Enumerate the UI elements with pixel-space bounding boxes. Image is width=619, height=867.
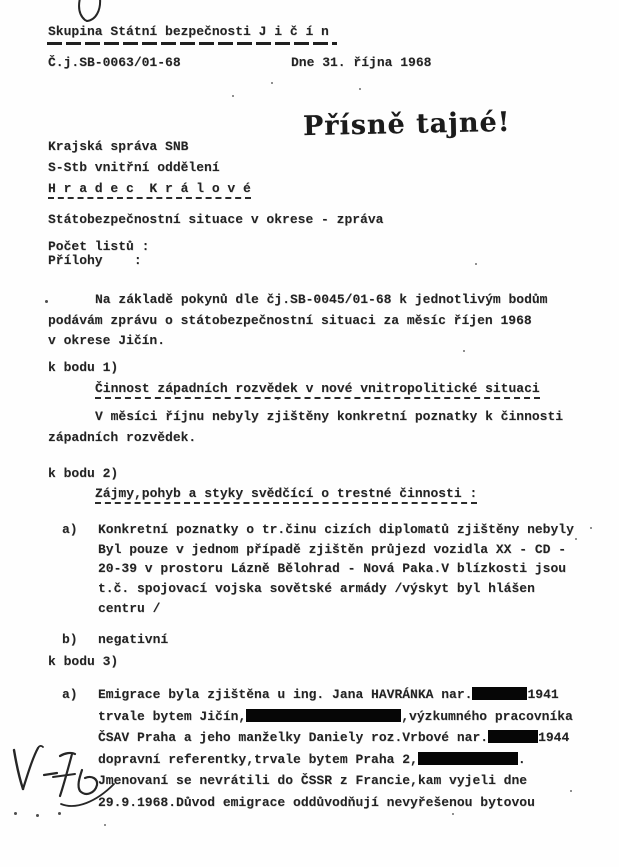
item-a-label: a) [62,687,78,702]
section2-heading: Zájmy,pohyb a styky svědčící o trestné činnosti : [95,486,477,504]
redaction-bar [418,752,518,765]
text-segment: 29.9.1968.Důvod emigrace oddůvodňují nevyřešenou bytovou [98,794,535,810]
text-line: centru / [98,600,161,616]
text-line [98,727,573,749]
scan-speck [45,300,48,303]
section3-label: k bodu 3) [48,654,119,669]
text-line: 20-39 v prostoru Lázně Bělohrad - Nová Paka.V blízkosti jsou [98,561,567,577]
text-line: t.č. spojovací vojska sovětské armády /výskyt byl hlášen [98,581,535,597]
section1-heading: Činnost západních rozvědek v nové vnitropolitické situaci [95,381,540,399]
text-segment: ,výzkumného pracovníka [401,708,573,724]
redaction-bar [472,687,527,700]
scan-speck [575,538,577,540]
scan-speck [452,813,454,815]
text-segment: . [517,751,526,767]
text-line [98,706,573,728]
redaction-bar [246,709,401,722]
item-a-text [98,520,574,619]
scan-speck [590,527,592,529]
text-segment: Jmenovaní se nevrátili do ČSSR z Francie,kam vyjeli dne [98,773,528,788]
scan-speck [104,824,106,826]
section1-label: k bodu 1) [48,360,119,375]
meta-block [48,240,149,268]
scan-speck [14,812,17,815]
recipient-block [48,137,220,178]
text-line: S-Stb vnitřní oddělení [48,159,220,175]
subject-line: Státobezpečnostní situace v okrese - zpráva [48,212,384,227]
text-segment: trvale bytem Jičín, [98,708,247,724]
scan-speck [58,812,61,815]
text-line [98,770,573,792]
scan-speck [271,82,273,84]
text-line: Přílohy : [48,253,142,268]
text-line [98,792,573,814]
date-line: Dne 31. října 1968 [291,55,432,70]
text-segment: dopravní referentky,trvale bytem Praha 2, [98,751,418,767]
section2-item-a [62,520,574,619]
text-line [98,749,573,771]
reference-number: Č.j.SB-0063/01-68 [48,55,181,70]
text-line: v okrese Jičín. [48,333,166,348]
item-a-text-redacted [98,684,573,813]
scan-speck [475,263,477,265]
redaction-bar [488,730,538,743]
secrecy-stamp: Přísně tajné! [302,106,511,143]
handwritten-mark-v75 [4,742,119,822]
recipient-city: H r a d e c K r á l o v é [48,181,251,199]
text-line [98,684,573,706]
scan-speck [232,95,234,97]
section2-item-b [62,629,168,650]
text-line: Konkretní poznatky o tr.činu cizích diplomatů zjištěny nebyly [98,522,574,537]
text-line: Na základě pokynů dle čj.SB-0045/01-68 k jednotlivým bodům [95,292,548,307]
text-segment: Emigrace byla zjištěna u ing. Jana HAVRÁNKA nar. [98,687,473,702]
text-segment: 1944 [538,730,570,745]
scan-speck [277,398,279,400]
handwritten-mark-top [72,0,114,24]
text-line: Krajská správa SNB [48,139,189,154]
section1-paragraph [48,407,563,448]
text-line: V měsíci říjnu nebyly zjištěny konkretní poznatky k činnosti [95,409,564,424]
intro-paragraph [48,290,547,352]
scan-speck [570,790,572,792]
section2-label: k bodu 2) [48,466,119,481]
text-line: Byl pouze v jednom případě zjištěn průjezd vozidla XX - CD - [98,541,567,557]
text-line: podávám zprávu o státobezpečnostní situaci za měsíc říjen 1968 [48,312,532,328]
header-divider-rule [47,42,337,45]
scan-speck [36,814,39,817]
item-b-label: b) [62,632,78,647]
issuing-unit-line: Skupina Státní bezpečnosti J i č í n [48,24,329,39]
text-line: západních rozvědek. [48,429,197,445]
scan-speck [463,350,465,352]
scan-speck [359,88,361,90]
item-b-text: negativní [98,632,169,647]
text-line: Počet listů : [48,239,150,254]
item-a-label: a) [62,522,78,537]
text-segment: 1941 [527,687,559,702]
section3-item-a [62,684,573,813]
text-segment: ČSAV Praha a jeho manželky Daniely roz.Vrbové nar. [98,730,489,745]
